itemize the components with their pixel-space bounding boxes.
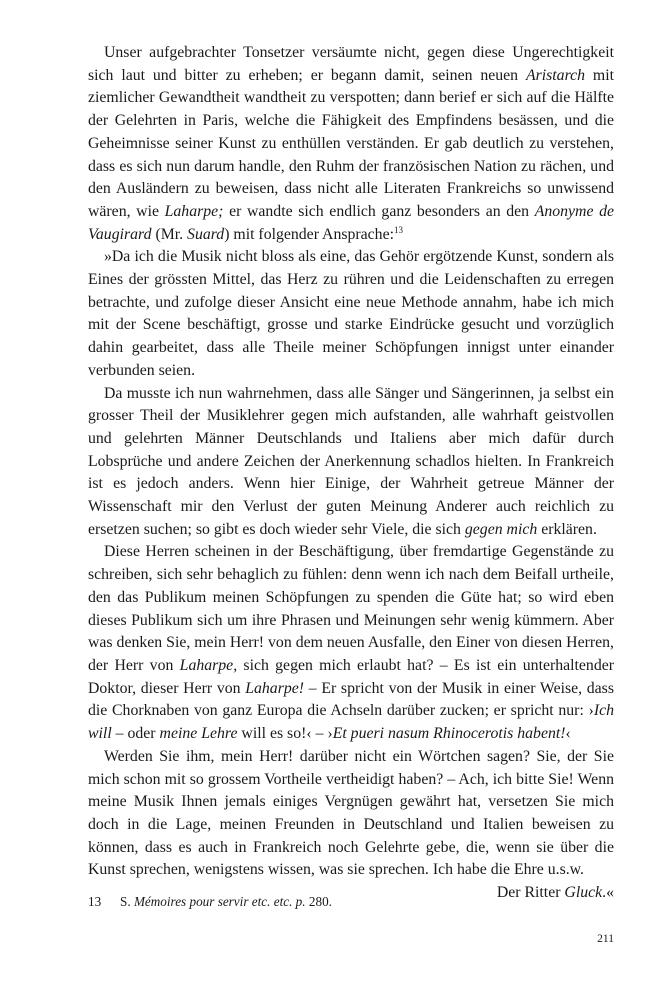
paragraph	[88, 42, 614, 246]
signature-name: Gluck	[564, 884, 603, 902]
text-run: er wandte sich endlich ganz besonders an den	[223, 202, 535, 220]
signature-prefix: Der Ritter	[496, 884, 565, 902]
text-run: sich gegen mich erlaubt hat? – Es ist ein unterhaltender Doktor, dieser Herr von	[88, 656, 615, 697]
text-run: will es so!‹ – ›	[237, 725, 333, 743]
italic-text: Laharpe,	[179, 656, 238, 674]
text-run: Unser aufgebrachter Tonsetzer versäumte nicht, gegen diese Ungerechtigkeit sich laut und bitter zu erheben; er begann damit, seinen neuen	[88, 44, 614, 84]
text-run: – Er spricht von der Musik in einer Weise, dass die Chorknaben von ganz Europa die Achseln darüber zucken; er spricht nur: ›	[88, 679, 614, 720]
text-run: erklären.	[537, 520, 597, 538]
paragraph	[88, 246, 614, 382]
text-run: mit ziemlicher Gewandtheit wandtheit zu verspotten; dann berief er sich auf die Hälfte der Gelehrten in Paris, welche die Fähigkeit des Empfindens besässen, und die Geheimnisse seiner Kunst zu enthüllen verständen. Er gab deutlich zu verstehen, dass es sich nun darum handle, den Ruhm der französischen Nation zu rächen, und den Ausländern zu beweisen, dass nicht alle Literaten Frankreichs so unwissend wären, wie	[88, 66, 614, 220]
text-run: Werden Sie ihm, mein Herr! darüber nicht ein Wörtchen sagen? Sie, der Sie mich schon mit so grossem Vortheile vertheidigt haben? – Ach, ich bitte Sie! Wenn meine Musik Ihnen jemals einiges Vergnügen gewährt hat, versetzen Sie mich doch in die Lage, meinen Freunden in Deutschland und Italien beweisen zu können, dass es auch in Frankreich noch Gelehrte gebe, die, wenn sie über die Kunst sprechen, wenigstens wissen, was sie sprechen. Ich habe die Ehre u.s.w.	[88, 747, 614, 879]
italic-text: Mémoires pour servir etc. etc. p.	[133, 894, 306, 909]
italic-text: Et pueri nasum Rhinocerotis habent!	[332, 725, 566, 743]
footnote-number: 13	[88, 894, 102, 909]
text-run: 280.	[305, 894, 332, 909]
text-run: »Da ich die Musik nicht bloss als eine, das Gehör ergötzende Kunst, sondern als Eines der grössten Mittel, das Herz zu rühren und die Leidenschaften zu erregen betrachte, und zufolge dieser Ansicht eine neue Methode annahm, habe ich mich mit der Scene beschäftigt, grosse und starke Eindrücke gesucht und vorzüglich dahin gearbeitet, dass alle Theile meiner Schöpfungen innigst unter einander verbunden seien.	[88, 248, 614, 379]
text-run: S.	[120, 894, 134, 909]
text-run: ‹	[565, 725, 571, 743]
text-run: ) mit folgender Ansprache:	[224, 225, 394, 243]
italic-text: Laharpe!	[245, 679, 305, 697]
text-run: Diese Herren scheinen in der Beschäftigung, über fremdartige Gegenstände zu schreiben, sich sehr behaglich zu fühlen: denn wenn ich nach dem Beifall urtheile, den das Publikum meinen Schöpfungen zu spenden die Güte hat; so wird eben dieses Publikum sich um ihre Phrasen und Meinungen sehr wenig kümmern. Aber was denken Sie, mein Herr! von dem neuen Ausfalle, den Einer von diesen Herren, der Herr von	[88, 543, 614, 674]
italic-text: Laharpe;	[164, 202, 224, 220]
italic-text: Suard	[187, 225, 225, 243]
body-text	[88, 42, 614, 905]
footnote	[88, 893, 614, 911]
italic-text: Anonyme de Vaugirard	[88, 202, 615, 243]
italic-text: gegen mich	[464, 520, 538, 538]
italic-text: Ich will	[88, 702, 614, 743]
text-run: (Mr.	[151, 225, 188, 243]
footnote-reference: 13	[393, 224, 403, 235]
paragraph	[88, 541, 614, 745]
footnote-text	[120, 894, 332, 909]
signature-suffix: .«	[602, 884, 614, 902]
paragraph	[88, 746, 614, 882]
italic-text: meine Lehre	[159, 725, 238, 743]
text-run: Da musste ich nun wahrnehmen, dass alle Sänger und Sängerinnen, ja selbst ein grosser Theil der Musiklehrer gegen mich aufstanden, alle wahrhaft geistvollen und gelehrten Männer Deutschlands und Italiens aber mich dafür durch Lobsprüche und andere Zeichen der Anerkennung schadlos hielten. In Frankreich ist es jedoch anders. Wenn hier Einige, der Wahrheit getreue Männer der Wissenschaft mir den Verlust der guten Meinung Anderer auch reichlich zu ersetzen suchen; so gibt es doch wieder sehr Viele, die sich	[88, 384, 614, 538]
page-number: 211	[597, 933, 614, 945]
italic-text: Aristarch	[525, 66, 586, 84]
text-run: – oder	[111, 725, 160, 743]
paragraph	[88, 383, 614, 542]
